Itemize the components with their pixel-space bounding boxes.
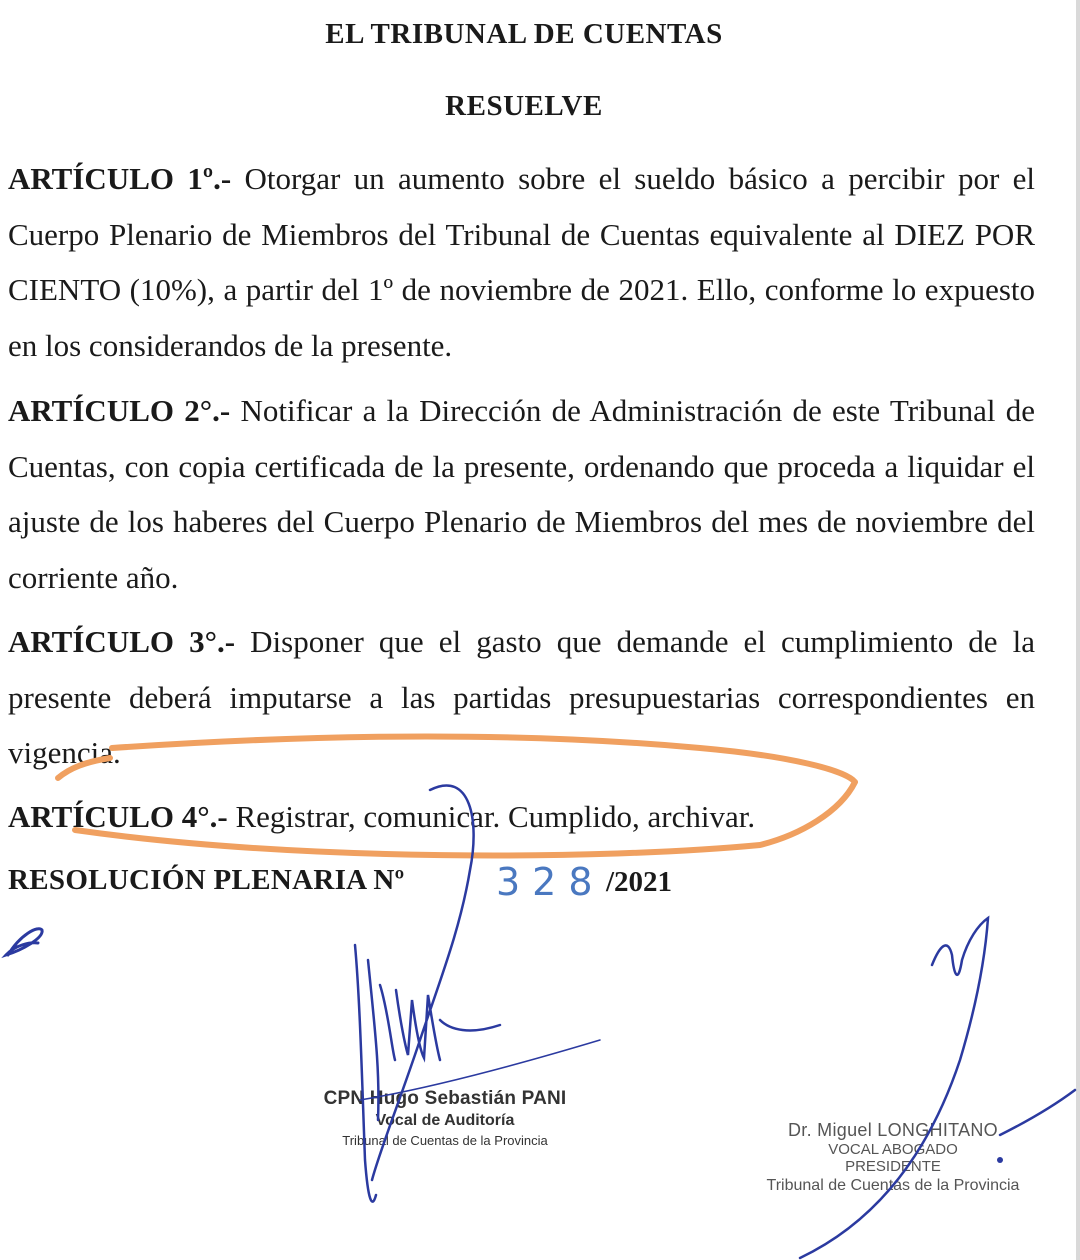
article-2 xyxy=(8,383,1035,605)
signature-stamp-right xyxy=(748,1120,1038,1195)
signer-right-role: VOCAL ABOGADO xyxy=(828,1141,958,1158)
article-4 xyxy=(8,789,1035,845)
signature-right-scribble xyxy=(800,918,1075,1258)
signer-right-position: PRESIDENTE xyxy=(845,1158,941,1175)
article-4-label: ARTÍCULO 4°.- xyxy=(8,799,228,834)
page-edge xyxy=(1076,0,1080,1260)
article-2-label: ARTÍCULO 2°.- xyxy=(8,393,231,428)
article-3 xyxy=(8,614,1035,781)
document-title: EL TRIBUNAL DE CUENTAS xyxy=(325,18,723,50)
signature-stamp-left xyxy=(300,1088,590,1148)
resolution-year: /2021 xyxy=(606,866,673,898)
signer-left-role: Vocal de Auditoría xyxy=(375,1112,515,1129)
article-4-text: Registrar, comunicar. Cumplido, archivar. xyxy=(227,799,756,834)
signer-right-institution: Tribunal de Cuentas de la Provincia xyxy=(766,1177,1020,1194)
article-1 xyxy=(8,151,1035,373)
resolution-label: RESOLUCIÓN PLENARIA Nº xyxy=(8,864,405,896)
article-2-text: Notificar a la Dirección de Administración de este Tribunal de Cuentas, con copia certificada de la presente, ordenando que proceda a liquidar el ajuste de los haberes del Cuerpo Plenario de Miembros del mes de noviembre del corriente año. xyxy=(8,393,1035,595)
document-subtitle: RESUELVE xyxy=(445,90,603,122)
article-3-text: Disponer que el gasto que demande el cumplimiento de la presente deberá imputarse a las partidas presupuestarias correspondientes en vigencia. xyxy=(8,624,1036,770)
article-3-label: ARTÍCULO 3°.- xyxy=(8,624,236,659)
signer-left-institution: Tribunal de Cuentas de la Provincia xyxy=(342,1133,548,1148)
article-1-text: Otorgar un aumento sobre el sueldo básico a percibir por el Cuerpo Plenario de Miembros del Tribunal de Cuentas equivalente al DIEZ POR CIENTO (10%), a partir del 1º de noviembre de 2021. Ello, conforme lo expuesto en los considerandos de la presente. xyxy=(8,161,1035,363)
resolution-number-stamp: 328 xyxy=(496,860,605,904)
margin-initial-signature xyxy=(6,929,42,955)
signer-right-name: Dr. Miguel LONGHITANO xyxy=(787,1120,998,1140)
signer-left-name: CPN Hugo Sebastián PANI xyxy=(323,1088,567,1109)
article-1-label: ARTÍCULO 1º.- xyxy=(8,161,232,196)
